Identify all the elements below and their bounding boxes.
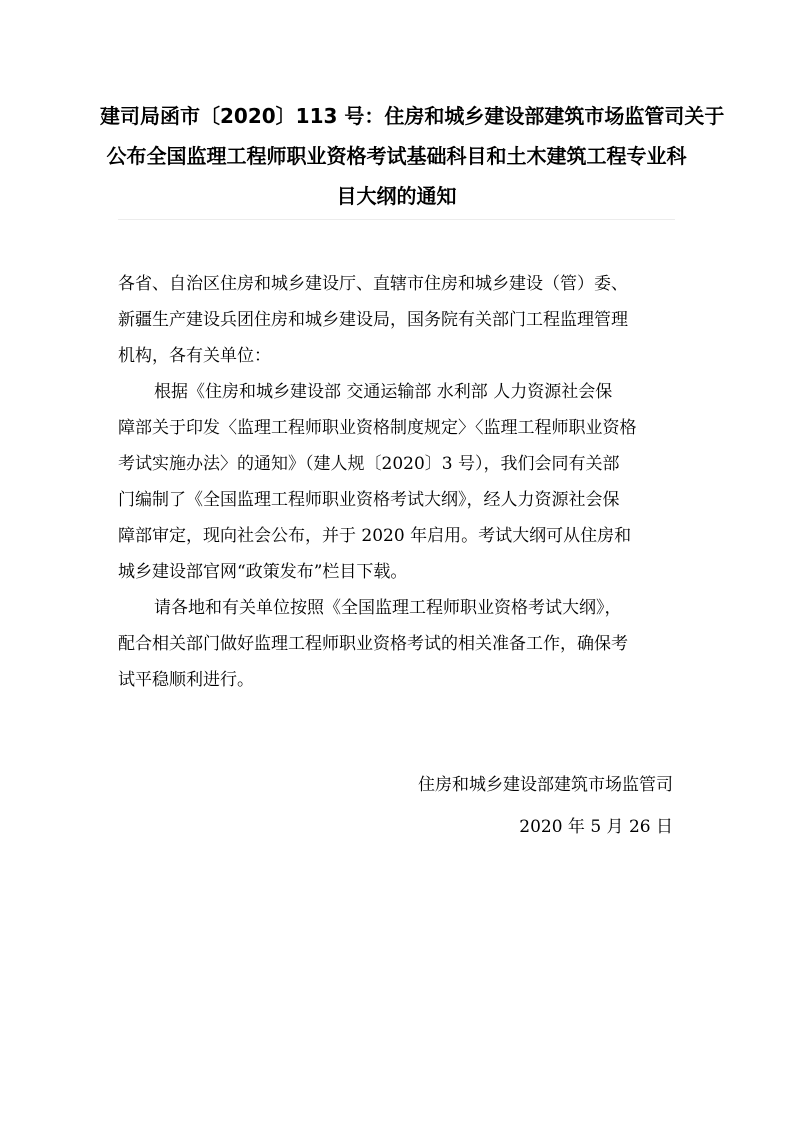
body-line: 配合相关部门做好监理工程师职业资格考试的相关准备工作，确保考 (118, 634, 628, 654)
document-body (118, 266, 675, 698)
body-line: 各省、自治区住房和城乡建设厅、直辖市住房和城乡建设（管）委、 (118, 274, 628, 294)
body-line: 机构，各有关单位： (118, 346, 271, 366)
title-line: 建司局函市〔2020〕113 号：住房和城乡建设部建筑市场监管司关于 (100, 104, 725, 128)
title-divider (118, 219, 675, 220)
body-line: 新疆生产建设兵团住房和城乡建设局，国务院有关部门工程监理管理 (118, 310, 628, 330)
body-line: 障部关于印发〈监理工程师职业资格制度规定〉〈监理工程师职业资格 (118, 418, 637, 438)
document-title (100, 96, 725, 216)
body-line: 门编制了《全国监理工程师职业资格考试大纲》，经人力资源社会保 (118, 490, 620, 510)
body-line: 请各地和有关单位按照《全国监理工程师职业资格考试大纲》， (154, 598, 622, 618)
signature-organization: 住房和城乡建设部建筑市场监管司 (418, 775, 673, 795)
body-line: 城乡建设部官网“政策发布”栏目下载。 (118, 562, 408, 582)
title-line: 目大纲的通知 (336, 184, 457, 208)
title-line: 公布全国监理工程师职业资格考试基础科目和土木建筑工程专业科 (106, 144, 687, 168)
body-line: 根据《住房和城乡建设部 交通运输部 水利部 人力资源社会保 (154, 382, 613, 402)
salutation-paragraph (118, 266, 675, 374)
body-line: 试平稳顺利进行。 (118, 670, 254, 690)
signature-date: 2020 年 5 月 26 日 (519, 817, 673, 837)
body-line: 障部审定，现向社会公布，并于 2020 年启用。考试大纲可从住房和 (118, 526, 632, 546)
request-paragraph (118, 590, 675, 698)
body-line: 考试实施办法〉的通知》（建人规〔2020〕3 号），我们会同有关部 (118, 454, 620, 474)
main-paragraph (118, 374, 675, 590)
